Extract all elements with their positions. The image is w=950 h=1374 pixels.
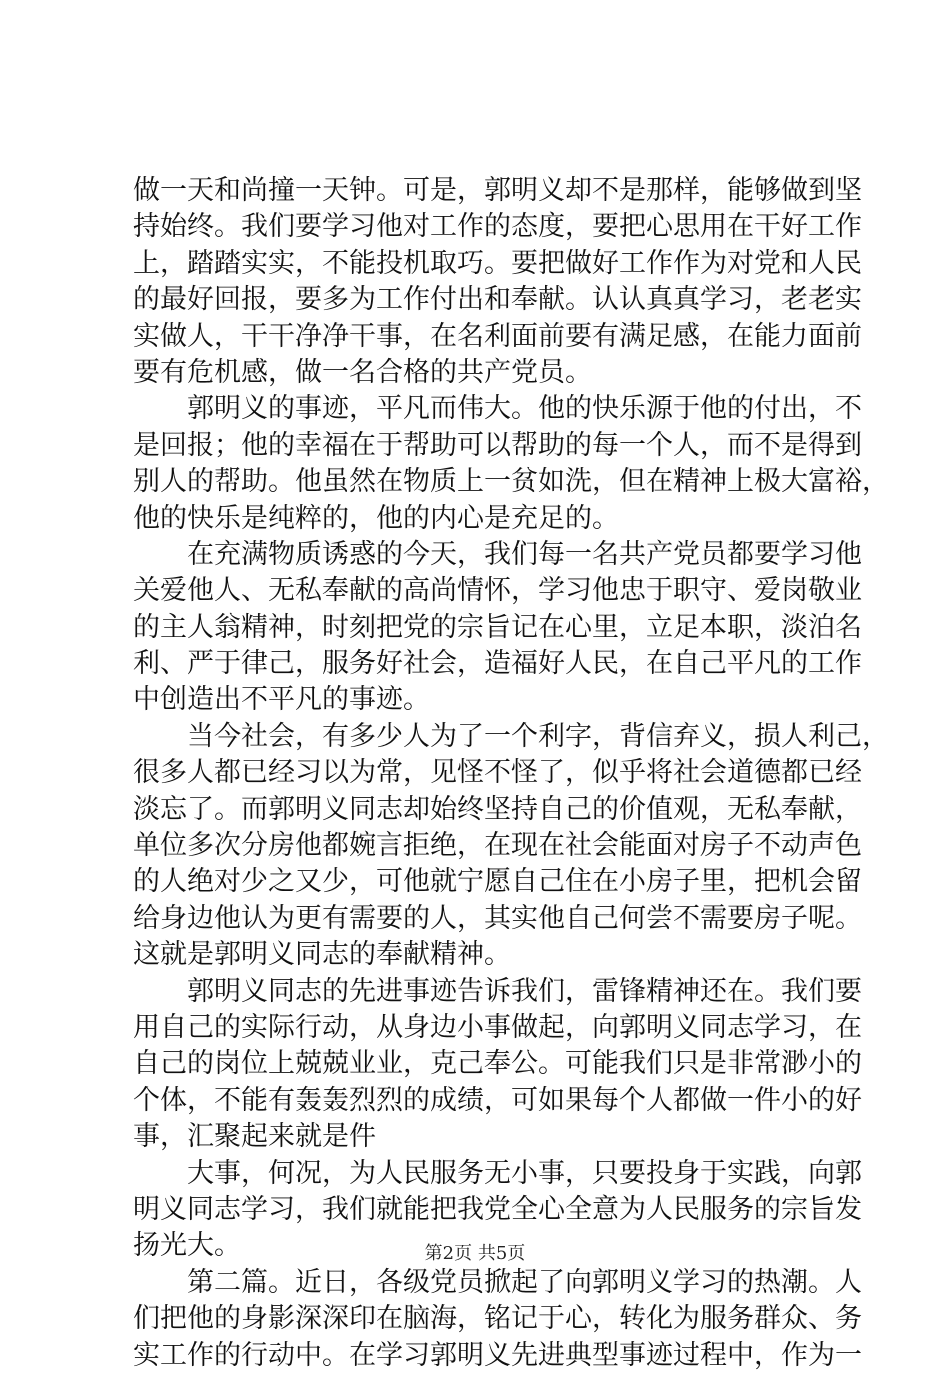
paragraph-first-line: 郭明义同志的先进事迹告诉我们，雷锋精神还在。我们要: [187, 975, 862, 1007]
text-line: 很多人都已经习以为常，见怪不怪了，似乎将社会道德都已经: [133, 757, 862, 789]
text-line: 这就是郭明义同志的奉献精神。: [133, 939, 511, 971]
text-line: 个体，不能有轰轰烈烈的成绩，可如果每个人都做一件小的好: [133, 1084, 862, 1116]
text-line: 单位多次分房他都婉言拒绝，在现在社会能面对房子不动声色: [133, 830, 862, 862]
text-line: 做一天和尚撞一天钟。可是，郭明义却不是那样，能够做到坚: [133, 175, 862, 206]
text-line: 持始终。我们要学习他对工作的态度，要把心思用在干好工作: [133, 211, 862, 243]
text-line: 中创造出不平凡的事迹。: [133, 684, 430, 716]
text-line: 上，踏踏实实，不能投机取巧。要把做好工作作为对党和人民: [133, 247, 862, 279]
text-line: 的主人翁精神，时刻把党的宗旨记在心里，立足本职，淡泊名: [133, 611, 862, 643]
paragraph-first-line: 大事，何况，为人民服务无小事，只要投身于实践，向郭: [187, 1157, 862, 1189]
text-line: 是回报；他的幸福在于帮助可以帮助的每一个人，而不是得到: [133, 429, 862, 461]
paragraph-first-line: 在充满物质诱惑的今天，我们每一名共产党员都要学习他: [187, 538, 862, 570]
text-line: 的最好回报，要多为工作付出和奉献。认认真真学习，老老实: [133, 284, 862, 316]
text-line: 他的快乐是纯粹的，他的内心是充足的。: [133, 502, 619, 534]
text-line: 的人绝对少之又少，可他就宁愿自己住在小房子里，把机会留: [133, 866, 862, 898]
paragraph-first-line: 当今社会，有多少人为了一个利字，背信弃义，损人利己，: [187, 720, 889, 752]
text-line: 实工作的行动中。在学习郭明义先进典型事迹过程中，作为一: [133, 1339, 862, 1371]
paragraph-first-line: 第二篇。近日，各级党员掀起了向郭明义学习的热潮。人: [187, 1266, 862, 1298]
text-line: 自己的岗位上兢兢业业，克己奉公。可能我们只是非常渺小的: [133, 1048, 862, 1080]
text-line: 别人的帮助。他虽然在物质上一贫如洗，但在精神上极大富裕，: [133, 466, 889, 498]
text-line: 们把他的身影深深印在脑海，铭记于心，转化为服务群众、务: [133, 1303, 862, 1335]
text-line: 给身边他认为更有需要的人，其实他自己何尝不需要房子呢。: [133, 902, 862, 934]
body-text: [133, 173, 889, 1374]
text-line: 用自己的实际行动，从身边小事做起，向郭明义同志学习，在: [133, 1011, 862, 1043]
text-line: 扬光大。: [133, 1230, 241, 1262]
text-line: 利、严于律己，服务好社会，造福好人民，在自己平凡的工作: [133, 648, 862, 680]
text-line: 实做人，干干净净干事，在名利面前要有满足感，在能力面前: [133, 320, 862, 352]
text-line: 事，汇聚起来就是件: [133, 1121, 376, 1153]
paragraph-first-line: 郭明义的事迹，平凡而伟大。他的快乐源于他的付出，不: [187, 393, 862, 425]
text-line: 淡忘了。而郭明义同志却始终坚持自己的价值观，无私奉献，: [133, 793, 862, 825]
page-number-footer: 第2页 共5页: [424, 1243, 526, 1264]
text-line: 关爱他人、无私奉献的高尚情怀，学习他忠于职守、爱岗敬业: [133, 575, 862, 607]
text-line: 要有危机感，做一名合格的共产党员。: [133, 356, 592, 388]
text-line: 明义同志学习，我们就能把我党全心全意为人民服务的宗旨发: [133, 1193, 862, 1225]
